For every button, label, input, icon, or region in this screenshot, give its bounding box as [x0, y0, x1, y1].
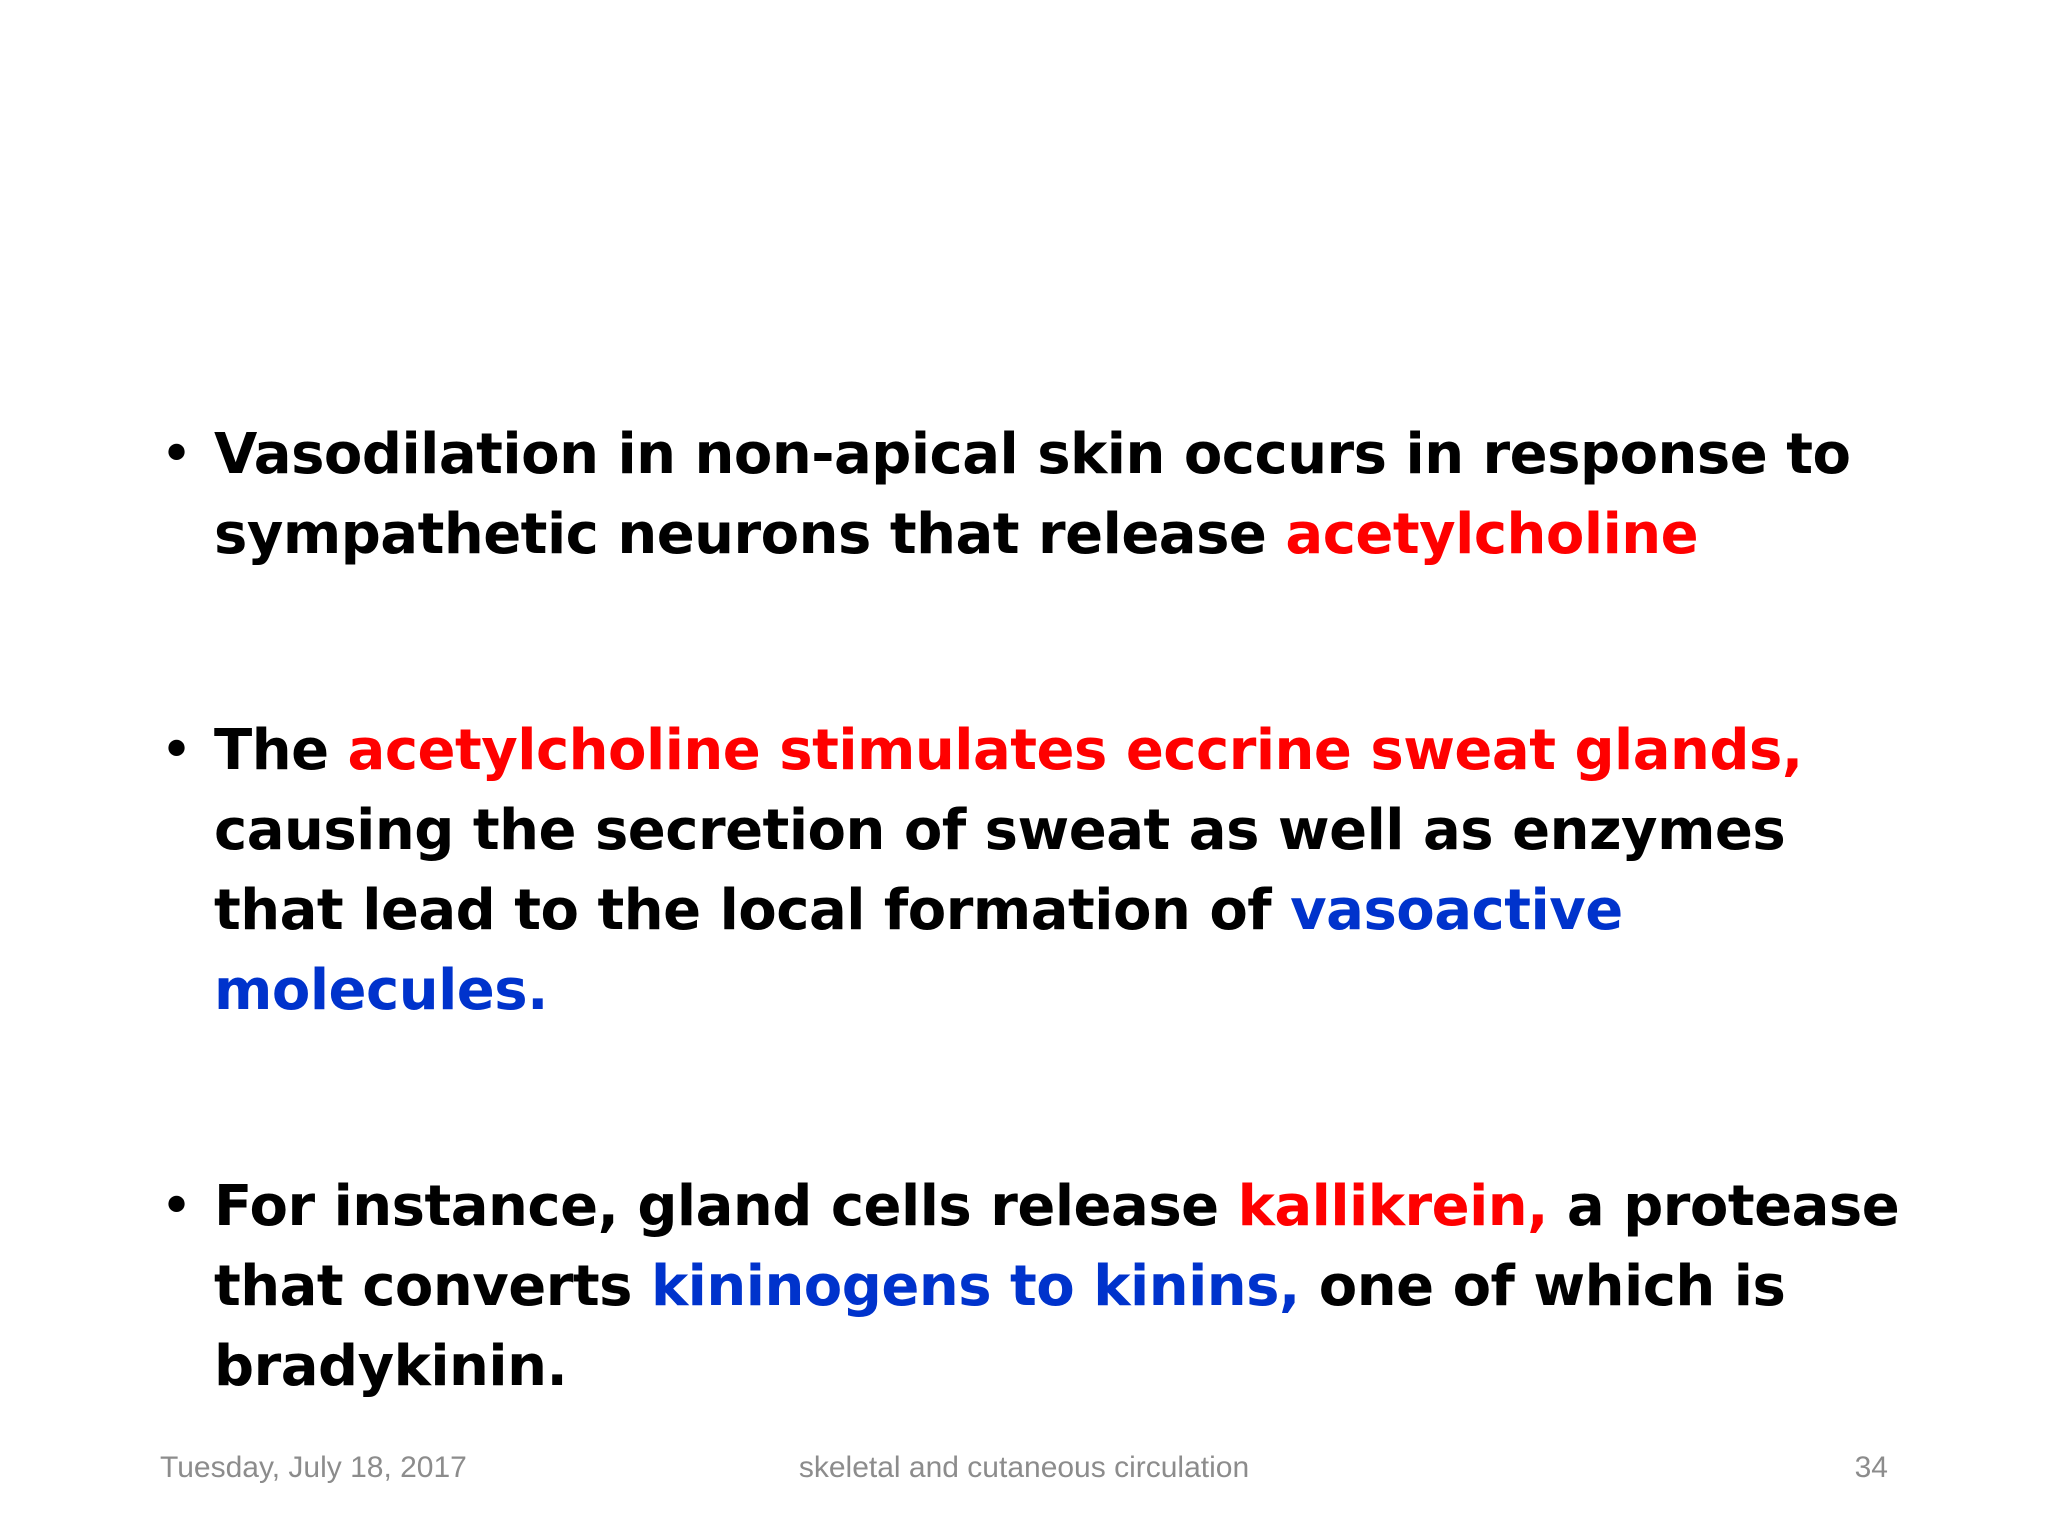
bullet-dot-icon: • [160, 718, 193, 783]
bullet-item-3 [160, 1167, 1920, 1407]
footer-page-number: 34 [1854, 1451, 1888, 1484]
bullet-item-1 [160, 415, 1920, 575]
bullet-item-2 [160, 711, 1920, 1031]
bullet-2-text-middle: causing the secretion of sweat as well as enzymes that lead to the local formation of [214, 798, 1786, 943]
bullet-2-highlight-sweat-glands: acetylcholine stimulates eccrine sweat glands, [347, 718, 1803, 783]
bullet-3-highlight-kinins: kininogens to kinins, [650, 1254, 1300, 1319]
bullet-3-text-middle: a protease that converts [214, 1174, 1900, 1319]
bullet-dot-icon: • [160, 1174, 193, 1239]
bullet-1-highlight-acetylcholine: acetylcholine [1285, 502, 1699, 567]
bullet-3-text-end: one of which is bradykinin. [214, 1254, 1786, 1399]
bullet-1-text: Vasodilation in non-apical skin occurs in response to sympathetic neurons that release [214, 422, 1851, 567]
bullet-3-text-start: For instance, gland cells release [214, 1174, 1238, 1239]
bullet-3-highlight-kallikrein: kallikrein, [1237, 1174, 1548, 1239]
bullet-2-text-start: The [214, 718, 348, 783]
footer-date: Tuesday, July 18, 2017 [160, 1451, 467, 1484]
footer-title: skeletal and cutaneous circulation [798, 1451, 1250, 1484]
bullet-dot-icon: • [160, 422, 193, 487]
bullet-2-highlight-vasoactive: vasoactive molecules. [214, 878, 1623, 1023]
bullet-list [160, 415, 1920, 1407]
